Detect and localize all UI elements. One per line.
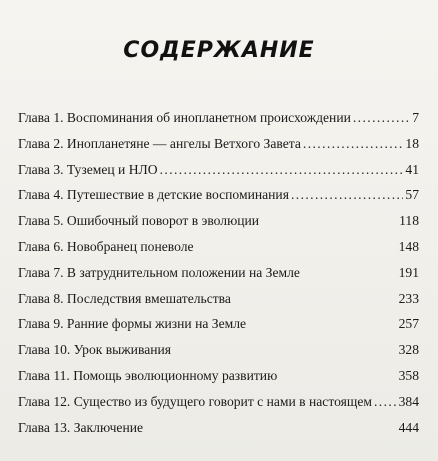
toc-entry [18,239,419,265]
toc-entry-label: Глава 12. Существо из будущего говорит с нами в настоящем [18,393,372,409]
toc-entry [18,136,419,162]
toc-entry [18,291,419,317]
toc-entry [18,420,419,446]
toc-entry-label: Глава 4. Путешествие в детские воспоминания [18,187,289,203]
toc-entry [18,213,419,239]
toc-entry-label: Глава 3. Туземец и НЛО [18,161,158,177]
toc-entry-page: 57 [405,187,419,203]
toc-dot-leader [303,136,404,152]
toc-entry [18,394,419,420]
toc-entry-label: Глава 8. Последствия вмешательства [18,290,231,306]
toc-entry [18,316,419,342]
toc-entry-label: Глава 9. Ранние формы жизни на Земле [18,316,247,332]
toc-entry-page: 384 [398,393,419,409]
toc-entry-page: 148 [398,238,419,254]
toc-entry-label: Глава 5. Ошибочный поворот в эволюции [18,213,260,229]
toc-entry-label: Глава 2. Инопланетяне — ангелы Ветхого Завета [18,135,301,151]
toc-entry [18,110,419,136]
toc-entry-page: 191 [398,264,419,280]
toc-entry-label: Глава 7. В затруднительном положении на Земле [18,264,300,280]
toc-entry-page: 18 [405,135,419,151]
toc-entry-page: 233 [398,290,419,306]
toc-dot-leader [353,110,410,126]
toc-entry-page: 7 [412,110,419,125]
toc-entry-page: 328 [398,342,419,358]
table-of-contents [18,110,419,445]
toc-entry [18,368,419,394]
toc-dot-leader [374,394,397,410]
toc-entry [18,187,419,213]
toc-entry-page: 41 [405,161,419,177]
page-title: СОДЕРЖАНИЕ [123,38,315,63]
toc-entry-page: 118 [399,213,419,229]
toc-entry-label: Глава 11. Помощь эволюционному развитию [18,367,278,383]
toc-dot-leader [160,162,404,178]
toc-entry-label: Глава 6. Новобранец поневоле [18,238,194,254]
toc-dot-leader [291,187,403,203]
toc-entry-label: Глава 1. Воспоминания об инопланетном происхождении [18,110,351,125]
toc-entry [18,265,419,291]
toc-entry [18,342,419,368]
toc-entry-page: 444 [398,419,419,435]
toc-entry-page: 257 [398,316,419,332]
toc-entry [18,162,419,188]
toc-entry-page: 358 [398,367,419,383]
toc-entry-label: Глава 10. Урок выживания [18,342,172,358]
toc-entry-label: Глава 13. Заключение [18,419,144,435]
